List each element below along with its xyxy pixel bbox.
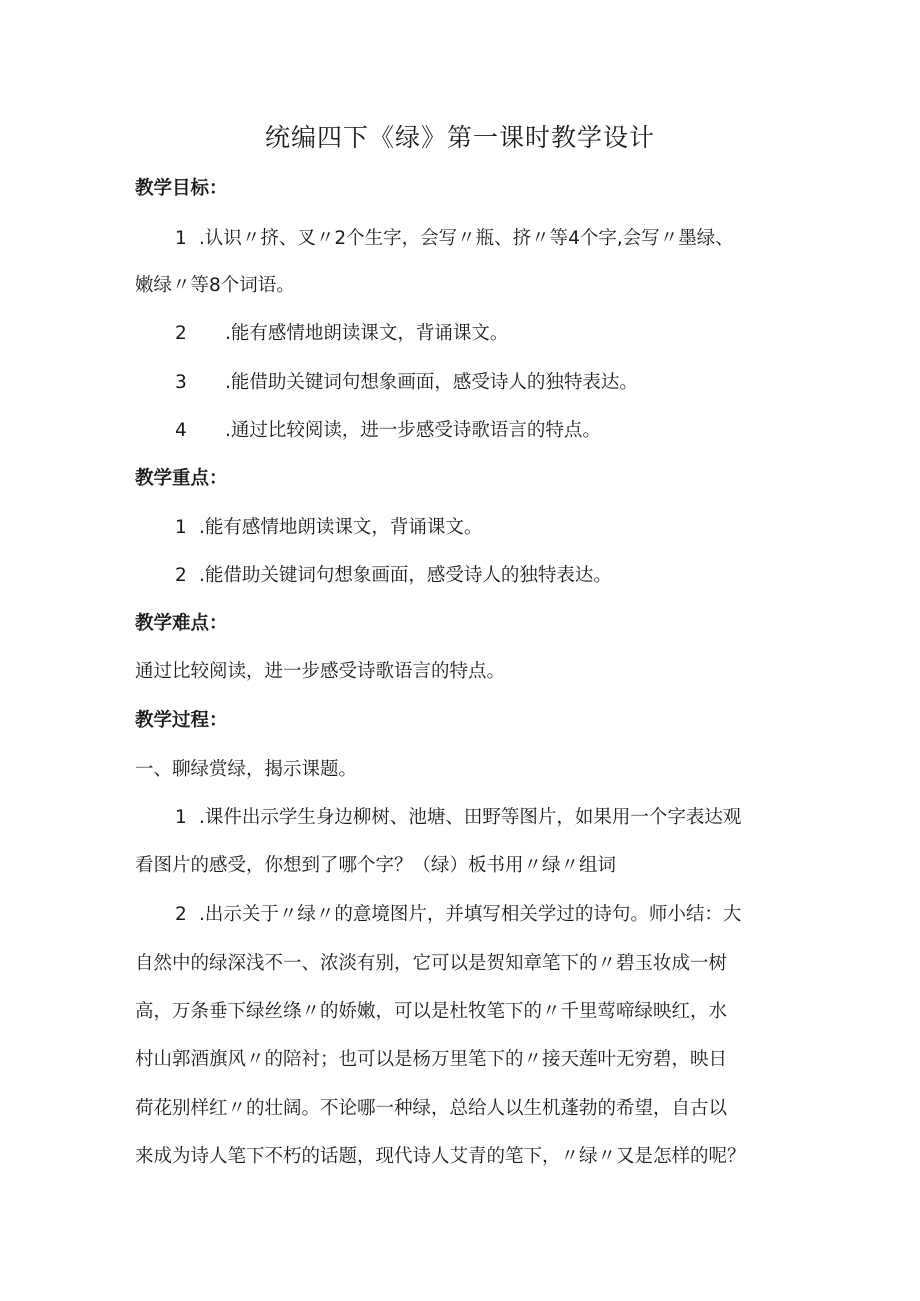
process-step-2-line-4: 村山郭酒旗风〃的陪衬；也可以是杨万里笔下的〃接天莲叶无穷碧，映日: [135, 1049, 728, 1070]
key-point-item-1-text: .能有感情地朗读课文，背诵课文。: [199, 517, 483, 538]
key-point-item-1-number: 1: [175, 517, 187, 538]
process-step-2-text: .出示关于〃绿〃的意境图片，并填写相关学过的诗句。师小结：大: [199, 904, 742, 925]
process-step-2-line-3: 高，万条垂下绿丝绦〃的娇嫩，可以是杜牧笔下的〃千里莺啼绿映红，水: [135, 1001, 728, 1022]
process-step-2-line-6: 来成为诗人笔下不朽的话题，现代诗人艾青的笔下，〃绿〃又是怎样的呢？: [135, 1146, 746, 1167]
key-point-item-2-number: 2: [175, 565, 187, 586]
goals-heading: 教学目标：: [135, 178, 228, 199]
process-step-1-text: .课件出示学生身边柳树、池塘、田野等图片，如果用一个字表达观: [199, 807, 742, 828]
goal-item-1-continued: 嫩绿〃等8个词语。: [135, 275, 295, 296]
process-step-2-line-2: 自然中的绿深浅不一、浓淡有别，它可以是贺知章笔下的〃碧玉妆成一树: [135, 953, 728, 974]
goal-item-3: [175, 370, 638, 396]
key-point-item-2-text: .能借助关键词句想象画面，感受诗人的独特表达。: [199, 565, 612, 586]
goal-item-2: [175, 321, 508, 347]
goal-item-1: [175, 226, 734, 252]
process-step-2: [175, 902, 741, 928]
goal-item-1-text: .认识〃挤、叉〃2个生字，会写〃瓶、挤〃等4个字,会写〃墨绿、: [199, 228, 734, 249]
key-point-item-2: [175, 563, 612, 589]
goal-item-3-number: 3: [175, 372, 187, 393]
goal-item-2-text: .能有感情地朗读课文，背诵课文。: [225, 323, 509, 344]
goal-item-4-text: .通过比较阅读，进一步感受诗歌语言的特点。: [225, 420, 601, 441]
goal-item-3-text: .能借助关键词句想象画面，感受诗人的独特表达。: [225, 372, 638, 393]
process-step-1: [175, 805, 741, 831]
document-title: 统编四下《绿》第一课时教学设计: [264, 123, 655, 152]
process-heading: 教学过程：: [135, 710, 228, 731]
key-point-item-1: [175, 515, 482, 541]
goal-item-1-number: 1: [175, 228, 187, 249]
key-points-heading: 教学重点：: [135, 468, 228, 489]
process-section-1: 一、聊绿赏绿，揭示课题。: [135, 759, 358, 780]
difficulties-heading: 教学难点：: [135, 613, 228, 634]
process-step-1-continued: 看图片的感受，你想到了哪个字？（绿）板书用〃绿〃组词: [135, 855, 617, 876]
process-step-1-number: 1: [175, 807, 187, 828]
goal-item-4: [175, 418, 601, 444]
process-step-2-number: 2: [175, 904, 187, 925]
goal-item-2-number: 2: [175, 323, 187, 344]
process-step-2-line-5: 荷花别样红〃的壮阔。不论哪一种绿，总给人以生机蓬勃的希望，自古以: [135, 1098, 728, 1119]
difficulties-text: 通过比较阅读，进一步感受诗歌语言的特点。: [135, 661, 506, 682]
goal-item-4-number: 4: [175, 420, 187, 441]
